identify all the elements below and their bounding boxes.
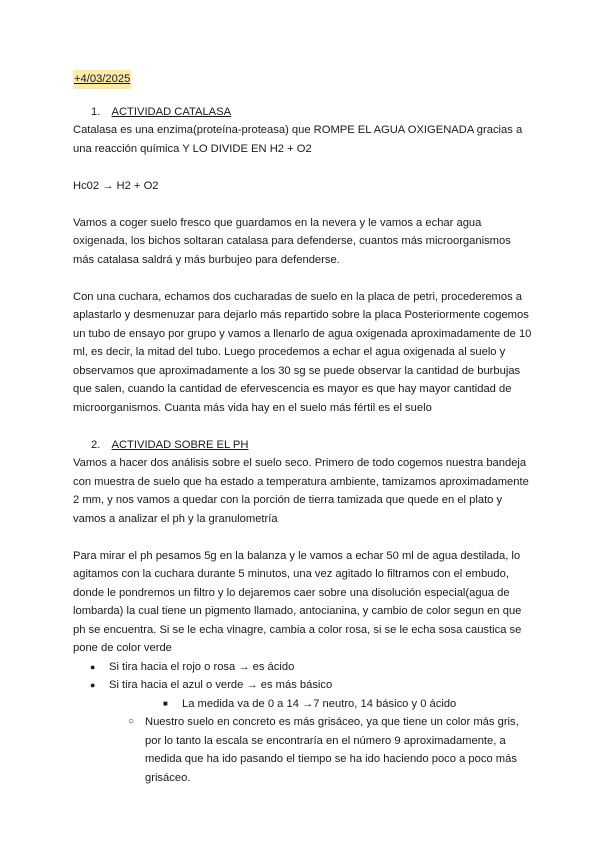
document-page xyxy=(73,70,533,787)
date-highlight: +4/03/2025 xyxy=(73,70,131,89)
ph-bullet-acid: ● Si tira hacia el rojo o rosa → es ácido xyxy=(73,658,533,677)
section-1-heading xyxy=(73,103,533,122)
section-2-title: ACTIVIDAD SOBRE EL PH xyxy=(111,438,249,451)
ph-list xyxy=(73,658,533,788)
section-1-paragraph-1: Vamos a coger suelo fresco que guardamos en la nevera y le vamos a echar agua oxigenada, los bichos soltaran catalasa para defenderse, cuantos más microorganismos más catalasa saldrá y más burbujeo para defenderse. xyxy=(73,216,511,266)
section-1-title: ACTIVIDAD CATALASA xyxy=(111,105,232,118)
ph-bullet-basic: ● Si tira hacia el azul o verde → es más básico xyxy=(73,676,533,695)
date-line xyxy=(73,70,533,103)
section-1-intro: Catalasa es una enzima(proteína-proteasa) que ROMPE EL AGUA OXIGENADA gracias a una reacción química Y LO DIVIDE EN H2 + O2 xyxy=(73,124,523,155)
section-2-paragraph-1: Vamos a hacer dos análisis sobre el suelo seco. Primero de todo cogemos nuestra bandeja con muestra de suelo que ha estado a temperatura ambiente, tamizamos aproximadamente 2 mm, y nos vamos a quedar con la porción de tierra tamizada que quede en el plato y vamos a analizar el ph y la granulometría xyxy=(73,457,529,525)
section-2-heading xyxy=(73,436,533,455)
soil-observation-bullet: ○ Nuestro suelo en concreto es más grisáceo, ya que tiene un color más gris, por lo tanto la escala se encontraría en el número 9 aproximadamente, a medida que ha ido pasando el tiempo se ha ido haciendo poco a poco más grisáceo. xyxy=(73,713,533,787)
ph-scale-bullet: ■ La medida va de 0 a 14 →7 neutro, 14 básico y 0 ácido xyxy=(73,695,533,714)
section-1-formula: Hc02 → H2 + O2 xyxy=(73,179,159,192)
section-2-paragraph-2: Para mirar el ph pesamos 5g en la balanza y le vamos a echar 50 ml de agua destilada, lo agitamos con la cuchara durante 5 minutos, una vez agitado lo filtramos con el embudo, donde le pondremos un filtro y lo dejaremos caer sobre una disolución especial(agua de lombarda) la cual tiene un pigmento llamado, antocianina, y cambio de color segun en que ph se encuentra. Si se le echa vinagre, cambia a color rosa, si se le echa sosa caustica se pone de color verde xyxy=(73,549,522,654)
section-2-number: 2. xyxy=(91,438,101,451)
section-1-paragraph-2: Con una cuchara, echamos dos cucharadas de suelo en la placa de petri, procederemos a aplastarlo y desmenuzar para dejarlo más repartido sobre la placa Posteriormente cogemos un tubo de ensayo por grupo y vamos a llenarlo de agua oxigenada aproximadamente de 10 ml, es decir, la mitad del tubo. Luego procedemos a echar el agua oxigenada al suelo y observamos que aproximadamente a los 30 sg se puede observar la cantidad de burbujas que salen, cuando la cantidad de efervescencia es mayor es que hay mayor cantidad de microorganismos. Cuanta más vida hay en el suelo más fértil es el suelo xyxy=(73,290,532,414)
section-1-number: 1. xyxy=(91,105,101,118)
